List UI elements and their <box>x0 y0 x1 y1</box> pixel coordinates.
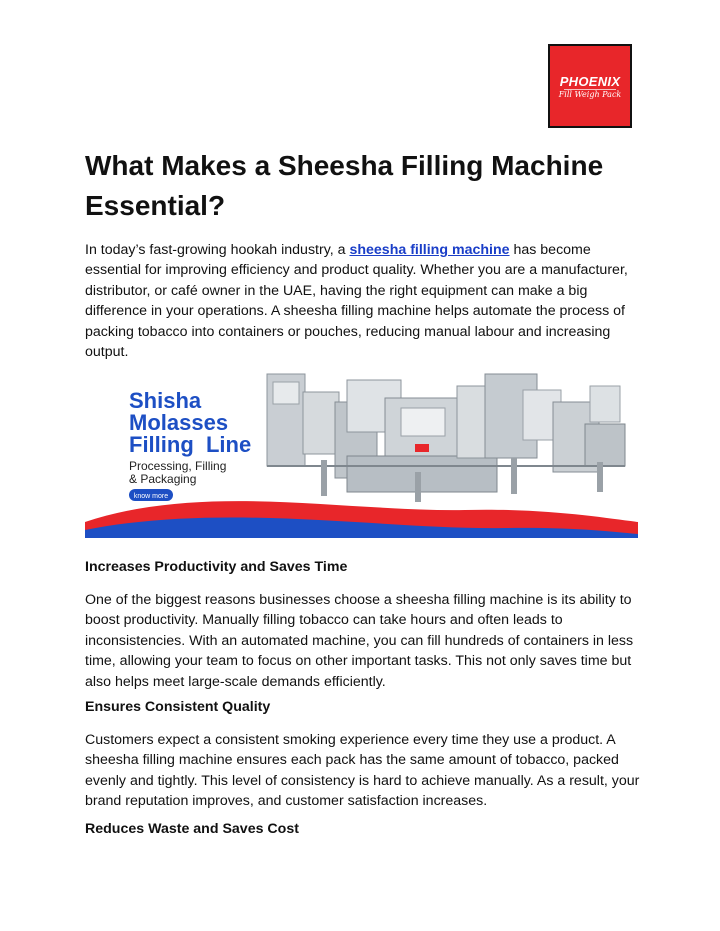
intro-text-start: In today’s fast-growing hookah industry, a <box>85 242 350 258</box>
sheesha-filling-machine-link[interactable]: sheesha filling machine <box>349 242 510 258</box>
section-heading-productivity: Increases Productivity and Saves Time <box>85 559 348 575</box>
page-title: What Makes a Sheesha Filling Machine Essential? <box>85 150 604 221</box>
logo-brand-text: PHOENIX <box>559 74 621 89</box>
section-heading-quality: Ensures Consistent Quality <box>85 699 271 715</box>
section-body-productivity: One of the biggest reasons businesses choose a sheesha filling machine is its ability to boost productivity. Manually filling tobacco can take hours and often leads to inconsistencies. With an automated machine, you can fill hundreds of containers in less time, allowing your team to focus on other important tasks. This not only saves time but also helps meet large-scale demands efficiently. <box>85 592 634 690</box>
know-more-button[interactable] <box>129 489 173 501</box>
banner-title-line-3: Filling Line <box>129 432 252 457</box>
logo-background <box>550 46 630 126</box>
shisha-filling-line-banner <box>85 362 638 538</box>
banner-subtitle-line-2: & Packaging <box>129 472 197 486</box>
logo-tagline: Fill Weigh Pack <box>558 90 622 99</box>
banner-subtitle-line-1: Processing, Filling <box>129 459 227 473</box>
banner-title-line-2: Molasses <box>129 410 229 435</box>
intro-text-end: has become essential for improving efficiency and product quality. Whether you are a manufacturer, distributor, or café owner in the UAE, having the right equipment can make a big difference in your operations. A sheesha filling machine helps automate the process of packing tobacco into containers or pouches, reducing manual labour and increasing output. <box>85 242 628 361</box>
section-heading-waste: Reduces Waste and Saves Cost <box>85 821 299 837</box>
phoenix-logo <box>548 44 632 128</box>
section-body-quality: Customers expect a consistent smoking experience every time they use a product. A sheesha filling machine ensures each pack has the same amount of tobacco, packed evenly and tightly. This level of consistency is hard to achieve manually. As a result, your brand reputation improves, and customer satisfaction increases. <box>85 732 640 810</box>
know-more-label: know more <box>133 493 169 500</box>
banner-title-line-1: Shisha <box>129 388 202 413</box>
intro-paragraph <box>85 240 645 362</box>
